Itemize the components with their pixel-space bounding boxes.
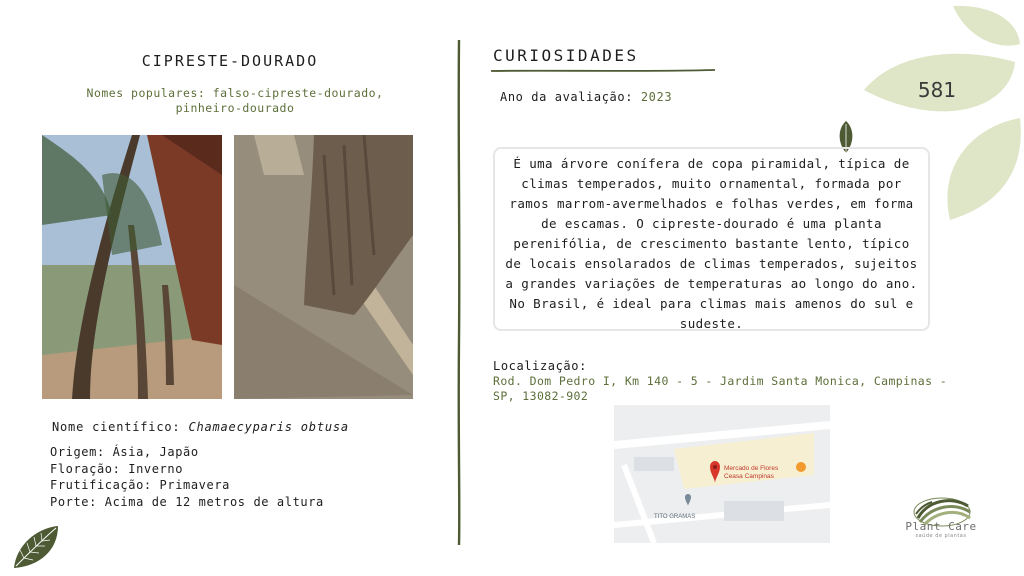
decorative-leaf-bottom-left: [10, 524, 62, 570]
evaluation-year-label: Ano da avaliação:: [500, 90, 634, 104]
map-place-line2: Ceasa Campinas: [724, 473, 774, 480]
tree-photo-row: [42, 135, 222, 399]
scientific-name-value: Chamaecyparis obtusa: [188, 420, 349, 434]
fact-origin: Origem: Ásia, Japão: [50, 445, 199, 459]
plant-number-badge: 581: [917, 78, 957, 102]
fact-fruiting: Frutificação: Primavera: [50, 478, 230, 492]
fact-size: Porte: Acima de 12 metros de altura: [50, 494, 324, 509]
evaluation-year: [500, 90, 672, 104]
plant-facts: [50, 444, 324, 510]
brand-name: Plant Care: [905, 520, 977, 533]
scientific-name-label: Nome científico:: [52, 420, 181, 434]
location-label: Localização:: [493, 359, 587, 373]
location-map[interactable]: [614, 405, 830, 543]
fact-flowering: Floração: Inverno: [50, 461, 184, 476]
location-address: Rod. Dom Pedro I, Km 140 - 5 - Jardim Santa Monica, Campinas - SP, 13082-902: [493, 374, 948, 403]
curiosities-title: CURIOSIDADES: [493, 46, 639, 65]
scientific-name: [52, 420, 349, 434]
tree-trunk-photo: [234, 135, 413, 399]
plant-title: CIPRESTE-DOURADO: [141, 52, 319, 70]
description-box: É uma árvore conífera de copa piramidal, típica de climas temperados, muito ornamental, formada por ramos marrom-avermelhados e folhas verdes, em forma de escamas. O cipreste-dourado é uma planta perenifólia, de crescimento bastante lento, típico de locais ensolarados de climas temperados, sujeitos a grandes variações de temperaturas ao longo do ano. No Brasil, é ideal para climas mais amenos do sul e sudeste.: [493, 147, 930, 331]
popular-names: Nomes populares: falso-cipreste-dourado, pinheiro-dourado: [86, 86, 384, 115]
title-underline: [491, 67, 715, 75]
map-poi-label: TITO GRAMAS: [654, 514, 696, 520]
evaluation-year-value: 2023: [640, 90, 673, 104]
map-place-line1: Mercado de Flores: [724, 465, 779, 472]
brand-tagline: saúde de plantas: [915, 533, 967, 539]
vertical-divider: [455, 40, 463, 545]
poi-food-icon: [796, 462, 806, 472]
